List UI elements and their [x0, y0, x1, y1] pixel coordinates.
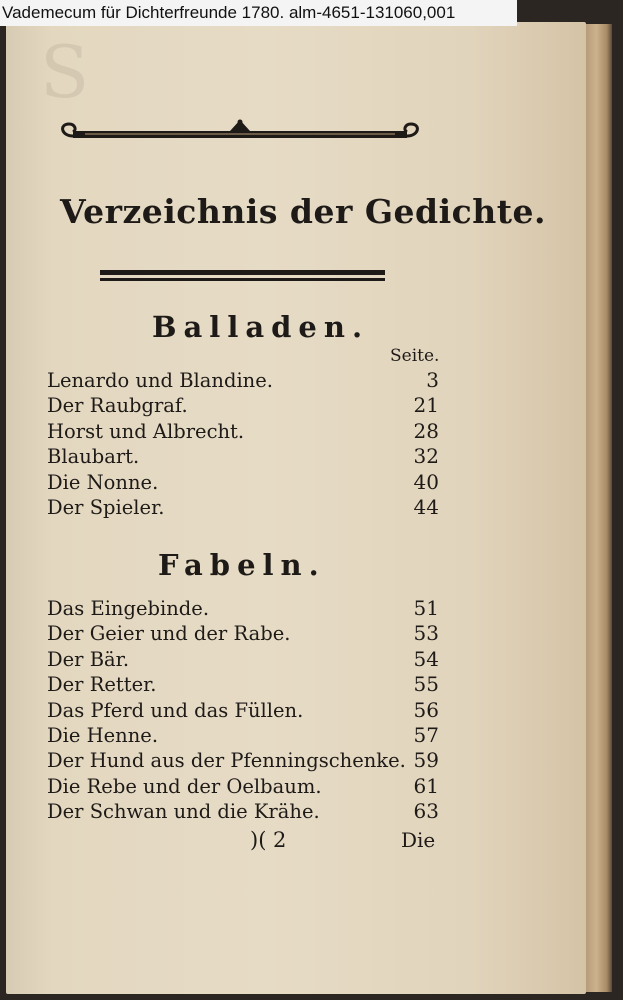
toc-entry [47, 672, 439, 697]
page-column-label: Seite. [390, 346, 440, 366]
toc-entry-page: 40 [413, 469, 439, 494]
catchword: Die [401, 828, 436, 852]
toc-entry [47, 621, 439, 646]
toc-entry-title: Der Bär. [47, 647, 130, 671]
toc-entry [47, 799, 439, 824]
double-rule [100, 269, 385, 283]
header-ornament [55, 116, 425, 152]
toc-entry-page: 57 [413, 722, 439, 747]
toc-entry-title: Blaubart. [47, 445, 140, 469]
toc-balladen [47, 368, 439, 520]
toc-entry-title: Der Schwan und die Krähe. [47, 800, 320, 824]
toc-fabeln [47, 596, 439, 825]
toc-entry-title: Die Henne. [47, 723, 159, 747]
toc-entry-page: 21 [413, 393, 439, 418]
section-heading-balladen: Balladen. [152, 310, 370, 344]
toc-entry-page: 51 [413, 596, 439, 620]
toc-entry-title: Das Eingebinde. [47, 597, 210, 620]
page-edge [586, 24, 612, 992]
toc-entry [47, 774, 439, 799]
page-title: Verzeichnis der Gedichte. [60, 192, 546, 231]
toc-entry-page: 28 [413, 418, 439, 443]
toc-entry-title: Der Hund aus der Pfenningschenke. [47, 749, 406, 773]
toc-entry-title: Der Retter. [47, 673, 157, 697]
toc-entry-page: 44 [413, 494, 439, 519]
toc-entry-title: Der Geier und der Rabe. [47, 622, 291, 646]
toc-entry [47, 748, 439, 773]
toc-entry-title: Der Spieler. [47, 495, 165, 519]
section-heading-fabeln: Fabeln. [158, 548, 326, 582]
toc-entry-page: 55 [413, 672, 439, 697]
toc-entry-page: 32 [413, 444, 439, 469]
toc-entry-page: 3 [426, 368, 439, 392]
toc-entry-title: Die Nonne. [47, 470, 159, 494]
toc-entry [47, 495, 439, 520]
toc-entry-title: Der Raubgraf. [47, 394, 188, 418]
toc-entry [47, 723, 439, 748]
toc-entry [47, 444, 439, 469]
image-caption: Vademecum für Dichterfreunde 1780. alm-4651-131060,001 [0, 0, 517, 26]
toc-entry-title: Horst und Albrecht. [47, 419, 245, 443]
toc-entry [47, 596, 439, 621]
toc-entry-page: 56 [413, 697, 439, 722]
toc-entry-page: 59 [413, 748, 439, 773]
toc-entry [47, 393, 439, 418]
toc-entry-page: 63 [413, 799, 439, 824]
toc-entry-page: 53 [413, 621, 439, 646]
toc-entry-page: 54 [413, 646, 439, 671]
toc-entry [47, 419, 439, 444]
toc-entry [47, 470, 439, 495]
toc-entry [47, 698, 439, 723]
toc-entry-title: Die Rebe und der Oelbaum. [47, 774, 322, 798]
bleed-through-letter: S [40, 30, 90, 114]
toc-entry [47, 368, 439, 393]
toc-entry-title: Lenardo und Blandine. [47, 369, 273, 392]
toc-entry-title: Das Pferd und das Füllen. [47, 698, 304, 722]
toc-entry [47, 647, 439, 672]
signature-mark: )( 2 [250, 828, 287, 852]
toc-entry-page: 61 [413, 773, 439, 798]
